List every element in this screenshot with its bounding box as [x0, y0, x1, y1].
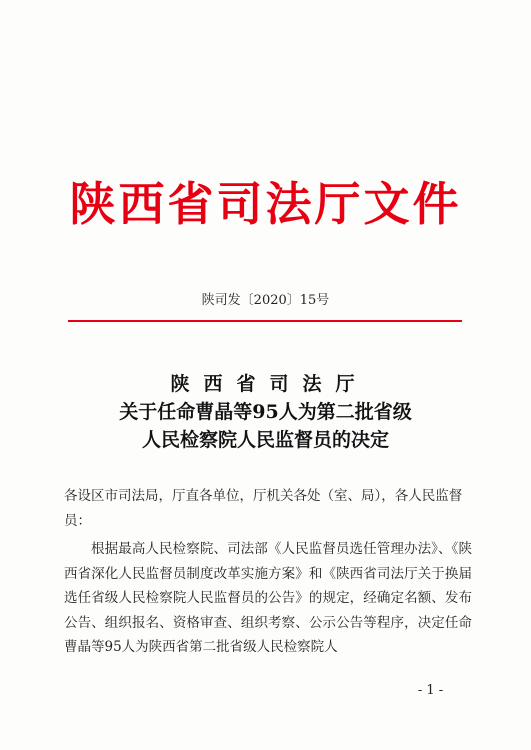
red-divider-line	[68, 320, 462, 322]
document-header-title: 陕西省司法厅文件	[69, 177, 462, 231]
salutation: 各设区市司法局，厅直各单位，厅机关各处（室、局），各人民监督员：	[64, 488, 463, 529]
document-number: 陕司发〔2020〕15号	[201, 293, 330, 308]
title-line-2: 关于任命曹晶等95人为第二批省级	[119, 401, 412, 423]
body-paragraph: 根据最高人民检察院、司法部《人民监督员选任管理办法》、《陕西省深化人民监督员制度改革实施方案》和《陕西省司法厅关于换届选任省级人民检察院人民监督员的公告》的规定，经确定名额、发布公告、组织报名、资格审查、组织考察、公示公告等程序，决定任命曹晶等95人为陕西省第二批省级人民检察院人	[64, 541, 472, 655]
title-line-1: 陕西省司法厅	[170, 373, 369, 395]
title-line-3: 人民检察院人民监督员的决定	[141, 429, 389, 451]
page-number: - 1 -	[417, 683, 444, 698]
